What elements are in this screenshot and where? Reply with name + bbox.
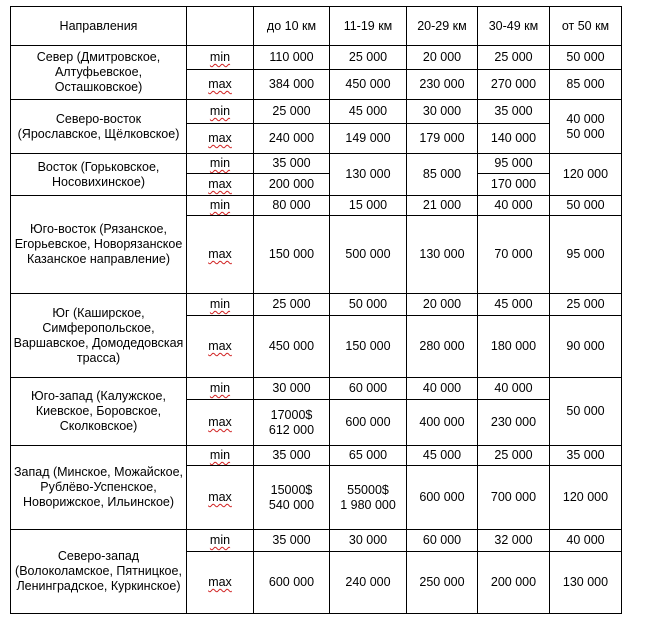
header-20-29km: 20-29 км: [407, 7, 478, 46]
value-cell: 50 000: [550, 196, 622, 216]
value-cell: 25 000: [478, 46, 550, 70]
value-cell: 85 000: [407, 154, 478, 196]
value-cell: [254, 400, 330, 446]
value-cell: 180 000: [478, 316, 550, 378]
table-row: [11, 154, 622, 174]
min-label: min: [187, 154, 254, 174]
value-cell: 25 000: [254, 294, 330, 316]
direction-cell: Юго-запад (Калужское, Киевское, Боровское, Сколковское): [11, 378, 187, 446]
value-cell: 130 000: [330, 154, 407, 196]
value-cell: 120 000: [550, 466, 622, 530]
direction-cell: Северо-восток (Ярославское, Щёлковское): [11, 100, 187, 154]
value-cell: 280 000: [407, 316, 478, 378]
value-cell: 60 000: [407, 530, 478, 552]
value-cell: 230 000: [407, 70, 478, 100]
table-row: [11, 100, 622, 124]
value-cell: 179 000: [407, 124, 478, 154]
value-cell: 32 000: [478, 530, 550, 552]
min-label: min: [187, 100, 254, 124]
value-cell: 35 000: [254, 446, 330, 466]
value-cell: 25 000: [254, 100, 330, 124]
value-cell: 150 000: [330, 316, 407, 378]
max-label: max: [187, 400, 254, 446]
value-cell: 140 000: [478, 124, 550, 154]
value-rub: 612 000: [268, 422, 315, 437]
value-cell: 40 000: [478, 196, 550, 216]
value-rub: 540 000: [268, 497, 315, 512]
value-cell: 35 000: [254, 530, 330, 552]
min-label: min: [187, 294, 254, 316]
min-label: min: [187, 530, 254, 552]
direction-cell: Север (Дмитровское, Алтуфьевское, Осташковское): [11, 46, 187, 100]
value-cell: 40 000: [550, 530, 622, 552]
value-cell: 130 000: [550, 552, 622, 614]
direction-cell: Юг (Каширское, Симферопольское, Варшавское, Домодедовская трасса): [11, 294, 187, 378]
min-label: min: [187, 196, 254, 216]
value-cell: [254, 466, 330, 530]
value-cell: 600 000: [330, 400, 407, 446]
value-cell: 600 000: [407, 466, 478, 530]
min-label: min: [187, 446, 254, 466]
value-cell: 250 000: [407, 552, 478, 614]
header-up-to-10km: до 10 км: [254, 7, 330, 46]
header-30-49km: 30-49 км: [478, 7, 550, 46]
value-cell: 80 000: [254, 196, 330, 216]
value-cell: 30 000: [254, 378, 330, 400]
value-cell: 45 000: [330, 100, 407, 124]
value-cell: 20 000: [407, 46, 478, 70]
value-cell: 90 000: [550, 316, 622, 378]
table-row: [11, 46, 622, 70]
value-cell: 270 000: [478, 70, 550, 100]
value-usd: 15000$: [270, 482, 313, 497]
value-cell: 30 000: [330, 530, 407, 552]
min-label: min: [187, 46, 254, 70]
value-cell: 20 000: [407, 294, 478, 316]
value-cell: [330, 466, 407, 530]
table-row: [11, 530, 622, 552]
value-cell: 21 000: [407, 196, 478, 216]
table-row: [11, 446, 622, 466]
value-cell: 40 000: [407, 378, 478, 400]
table-row: [11, 294, 622, 316]
value-cell: 700 000: [478, 466, 550, 530]
value-cell: 70 000: [478, 216, 550, 294]
value-cell: 25 000: [550, 294, 622, 316]
max-label: max: [187, 466, 254, 530]
value-cell: 170 000: [478, 174, 550, 196]
max-label: max: [187, 70, 254, 100]
value-cell: 25 000: [330, 46, 407, 70]
max-label: max: [187, 174, 254, 196]
value-cell: 40 000 50 000: [550, 100, 622, 154]
value-rub: 1 980 000: [340, 497, 396, 512]
direction-cell: Запад (Минское, Можайское, Рублёво-Успенское, Новорижское, Ильинское): [11, 446, 187, 530]
value-cell: 150 000: [254, 216, 330, 294]
value-cell: 35 000: [478, 100, 550, 124]
value-cell: 60 000: [330, 378, 407, 400]
value-cell: 50 000: [330, 294, 407, 316]
value-cell: 25 000: [478, 446, 550, 466]
value-cell: 240 000: [254, 124, 330, 154]
header-empty: [187, 7, 254, 46]
max-label: max: [187, 316, 254, 378]
value-cell: 200 000: [478, 552, 550, 614]
value-cell: 40 000: [478, 378, 550, 400]
max-label: max: [187, 124, 254, 154]
header-direction: Направления: [11, 7, 187, 46]
header-11-19km: 11-19 км: [330, 7, 407, 46]
value-cell: 110 000: [254, 46, 330, 70]
min-label: min: [187, 378, 254, 400]
value-cell: 50 000: [550, 378, 622, 446]
value-cell: 450 000: [254, 316, 330, 378]
value-cell: 500 000: [330, 216, 407, 294]
direction-cell: Восток (Горьковское, Носовихинское): [11, 154, 187, 196]
value-cell: 85 000: [550, 70, 622, 100]
max-label: max: [187, 552, 254, 614]
direction-cell: Северо-запад (Волоколамское, Пятницкое, Ленинградское, Куркинское): [11, 530, 187, 614]
direction-cell: Юго-восток (Рязанское, Егорьевское, Новорязанское Казанское направление): [11, 196, 187, 294]
price-table: [10, 6, 622, 614]
table-row: [11, 196, 622, 216]
value-cell: 450 000: [330, 70, 407, 100]
value-cell: 600 000: [254, 552, 330, 614]
value-cell: 65 000: [330, 446, 407, 466]
value-cell: 50 000: [550, 46, 622, 70]
value-usd: 55000$: [347, 482, 389, 497]
value-cell: 149 000: [330, 124, 407, 154]
value-cell: 35 000: [550, 446, 622, 466]
value-cell: 15 000: [330, 196, 407, 216]
value-cell: 95 000: [478, 154, 550, 174]
value-cell: 45 000: [407, 446, 478, 466]
table-row: [11, 378, 622, 400]
value-usd: 17000$: [270, 407, 313, 422]
value-cell: 95 000: [550, 216, 622, 294]
max-label: max: [187, 216, 254, 294]
value-cell: 35 000: [254, 154, 330, 174]
value-cell: 30 000: [407, 100, 478, 124]
value-cell: 230 000: [478, 400, 550, 446]
value-cell: 130 000: [407, 216, 478, 294]
value-cell: 45 000: [478, 294, 550, 316]
value-cell: 400 000: [407, 400, 478, 446]
header-row: [11, 7, 622, 46]
value-cell: 200 000: [254, 174, 330, 196]
value-cell: 240 000: [330, 552, 407, 614]
header-from-50km: от 50 км: [550, 7, 622, 46]
value-cell: 384 000: [254, 70, 330, 100]
value-cell: 120 000: [550, 154, 622, 196]
